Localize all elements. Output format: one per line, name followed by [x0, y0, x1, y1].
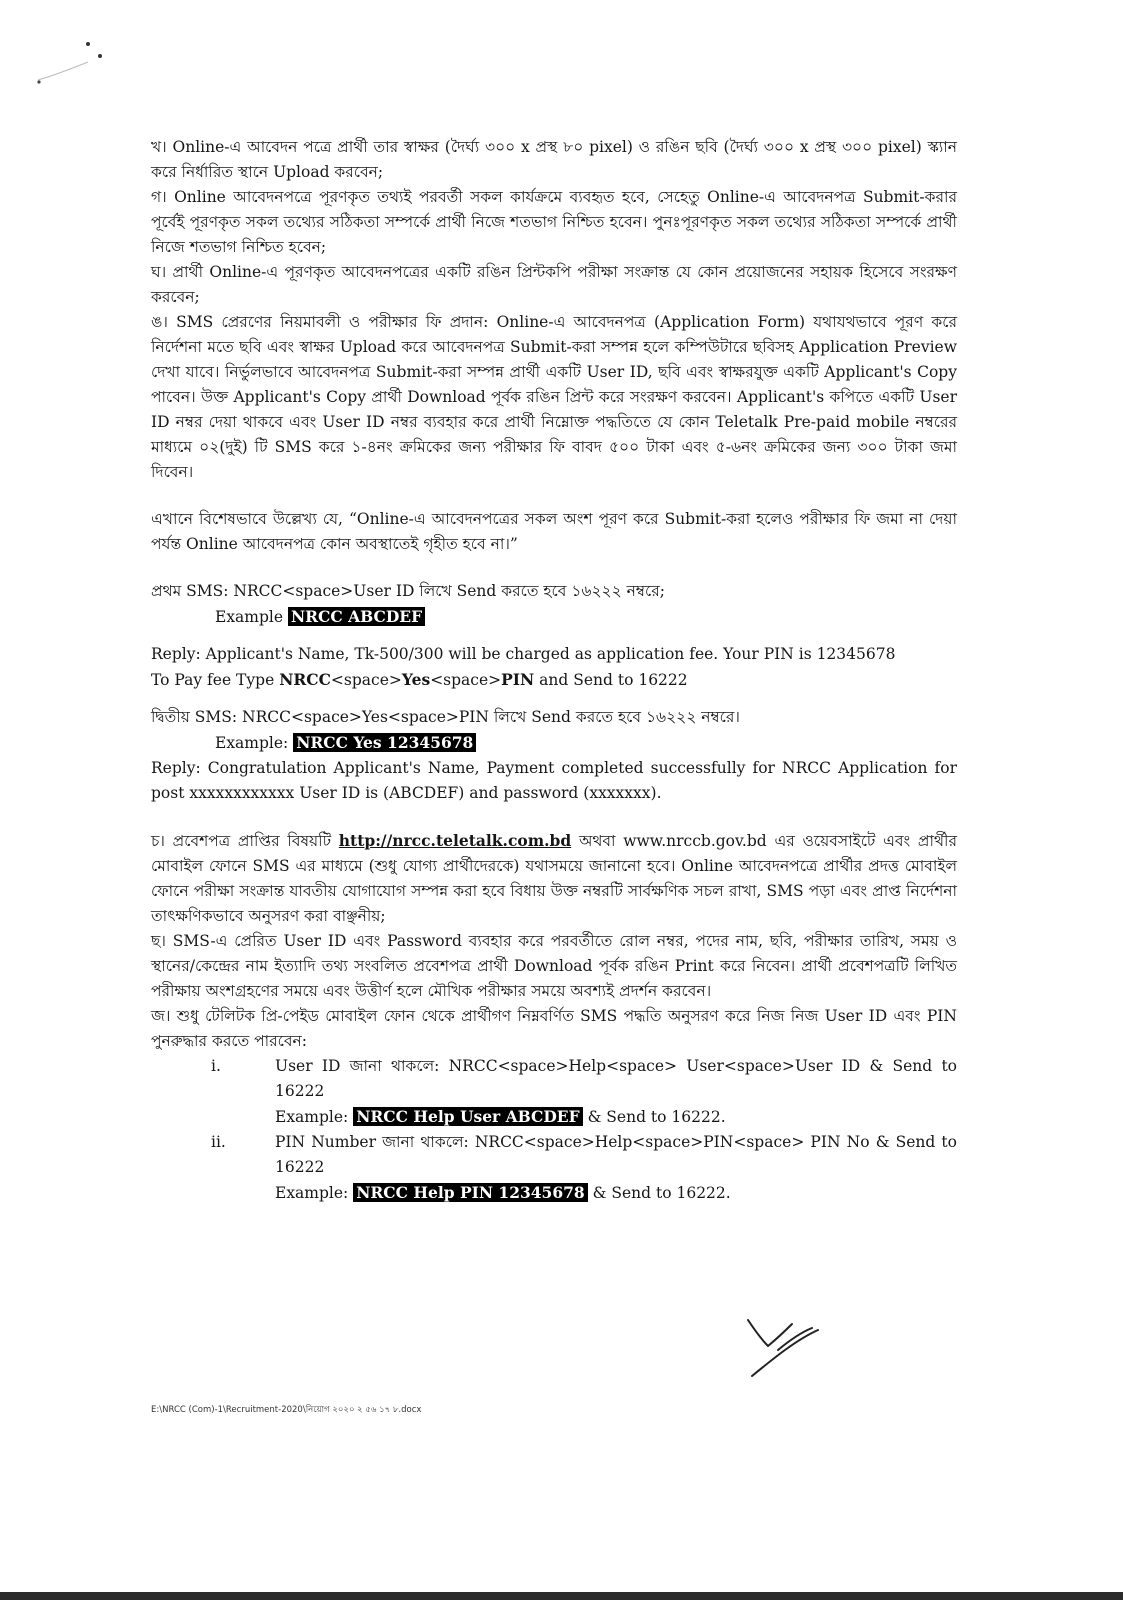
- footer-file-path: E:\NRCC (Com)-1\Recruitment-2020\নিয়োগ ২০২০ ২ ৫৬ ১৭ ৮.docx: [151, 1405, 422, 1415]
- recovery-item-text: User ID জানা থাকলে: NRCC<space>Help<space> User<space>User ID & Send to 16222: [275, 1057, 957, 1100]
- sms1-line: প্রথম SMS: NRCC<space>User ID লিখে Send করতে হবে ১৬২২২ নম্বরে;: [151, 582, 665, 600]
- pay-suffix: and Send to 16222: [534, 671, 688, 689]
- sms1-example-code: NRCC ABCDEF: [288, 607, 425, 626]
- scan-speck-mark: [30, 36, 110, 96]
- teletalk-link[interactable]: http://nrcc.teletalk.com.bd: [338, 831, 572, 850]
- pay-space-2: <space>: [430, 671, 502, 689]
- paragraph-ga: গ। Online আবেদনপত্রে পূরণকৃত তথ্যই পরবর্তী সকল কার্যক্রমে ব্যবহৃত হবে, সেহেতু Online-এ আবেদনপত্র Submit-করার পূর্বেই পূরণকৃত সকল তথ্যের সঠিকতা সম্পর্কে প্রার্থী নিজে শতভাগ নিশ্চিত হবেন। পুনঃপূরণকৃত সকল তথ্যের সঠিকতা সম্পর্কে প্রার্থী নিজে শতভাগ নিশ্চিত হবেন;: [151, 188, 957, 256]
- paragraph-cha: [151, 828, 957, 929]
- sms1-pay-instruction: [151, 667, 957, 693]
- cha-suffix: অথবা www.nrccb.gov.bd এর ওয়েবসাইটে এবং প্রার্থীর মোবাইল ফোনে SMS এর মাধ্যমে (শুধু যোগ্য প্রার্থীদেরকে) যথাসময়ে জানানো হবে। Online আবেদনপত্রে প্রার্থীর প্রদত্ত মোবাইল ফোনে পরীক্ষা সংক্রান্ত যাবতীয় যোগাযোগ সম্পন্ন করা হবে বিধায় উক্ত নম্বরটি সার্বক্ষণিক সচল রাখা, SMS পড়া এবং প্রাপ্ত নির্দেশনা তাৎক্ষণিকভাবে অনুসরণ করা বাঞ্ছনীয়;: [151, 832, 957, 925]
- signature-mark: [738, 1310, 828, 1382]
- pay-prefix: To Pay fee Type: [151, 671, 280, 689]
- recovery-item-pin: [211, 1130, 957, 1206]
- recovery-item-text: PIN Number জানা থাকলে: NRCC<space>Help<space>PIN<space> PIN No & Send to 16222: [275, 1133, 957, 1176]
- recovery-item-number: i.: [211, 1057, 221, 1075]
- recovery-item-user-id: [211, 1054, 957, 1130]
- sms2-line: দ্বিতীয় SMS: NRCC<space>Yes<space>PIN লিখে Send করতে হবে ১৬২২২ নম্বরে।: [151, 708, 740, 726]
- paragraph-note: এখানে বিশেষভাবে উল্লেখ্য যে, “Online-এ আবেদনপত্রের সকল অংশ পূরণ করে Submit-করা হলেও পরীক্ষার ফি জমা না দেয়া পর্যন্ত Online আবেদনপত্র কোন অবস্থাতেই গৃহীত হবে না।”: [151, 510, 957, 553]
- sms1-example-label: Example: [215, 608, 284, 626]
- pay-nrcc: NRCC: [279, 670, 331, 689]
- recovery-example-label: Example:: [275, 1108, 354, 1126]
- cha-prefix: চ। প্রবেশপত্র প্রাপ্তির বিষয়টি: [151, 832, 339, 850]
- recovery-item-example: [275, 1104, 957, 1130]
- scan-edge-bar: [0, 1592, 1123, 1600]
- paragraph-umo: ঙ। SMS প্রেরণের নিয়মাবলী ও পরীক্ষার ফি প্রদান: Online-এ আবেদনপত্র (Application Form) যথাযথভাবে পূরণ করে নির্দেশনা মতে ছবি এবং স্বাক্ষর Upload করে আবেদনপত্র Submit-করা সম্পন্ন হলে কম্পিউটারে ছবিসহ Application Preview দেখা যাবে। নির্ভুলভাবে আবেদনপত্র Submit-করা সম্পন্ন প্রার্থী একটি User ID, ছবি এবং স্বাক্ষরযুক্ত একটি Applicant's Copy পাবেন। উক্ত Applicant's Copy প্রার্থী Download পূর্বক রঙিন প্রিন্ট করে সংরক্ষণ করবেন। Applicant's কপিতে একটি User ID নম্বর দেয়া থাকবে এবং User ID নম্বর ব্যবহার করে প্রার্থী নিম্নোক্ত পদ্ধতিতে যে কোন Teletalk Pre-paid mobile নম্বরের মাধ্যমে ০২(দুই) টি SMS করে ১-৪নং ক্রমিকের জন্য পরীক্ষার ফি বাবদ ৫০০ টাকা এবং ৫-৬নং ক্রমিকের জন্য ৩০০ টাকা জমা দিবেন।: [151, 313, 957, 481]
- pay-yes: Yes: [401, 670, 431, 689]
- recovery-example-suffix: & Send to 16222.: [587, 1184, 731, 1202]
- sms1-reply: Reply: Applicant's Name, Tk-500/300 will be charged as application fee. Your PIN is 12345678: [151, 645, 896, 663]
- sms1-example: [151, 604, 957, 630]
- paragraph-kha: খ। Online-এ আবেদন পত্রে প্রার্থী তার স্বাক্ষর (দৈর্ঘ্য ৩০০ x প্রস্থ ৮০ pixel) ও রঙিন ছবি (দৈর্ঘ্য ৩০০ x প্রস্থ ৩০০ pixel) স্ক্যান করে নির্ধারিত স্থানে Upload করবেন;: [151, 138, 957, 181]
- paragraph-ja: জ। শুধু টেলিটক প্রি-পেইড মোবাইল ফোন থেকে প্রার্থীগণ নিম্নবর্ণিত SMS পদ্ধতি অনুসরণ করে নিজ নিজ User ID এবং PIN পুনরুদ্ধার করতে পারবেন:: [151, 1007, 957, 1050]
- paragraph-chha: ছ। SMS-এ প্রেরিত User ID এবং Password ব্যবহার করে পরবর্তীতে রোল নম্বর, পদের নাম, ছবি, পরীক্ষার তারিখ, সময় ও স্থানের/কেন্দ্রের নাম ইত্যাদি তথ্য সংবলিত প্রবেশপত্র প্রার্থী Download পূর্বক রঙিন Print করে নিবেন। প্রার্থী প্রবেশপত্রটি লিখিত পরীক্ষায় অংশগ্রহণের সময়ে এবং উত্তীর্ণ হলে মৌখিক পরীক্ষার সময়ে অবশ্যই প্রদর্শন করবেন।: [151, 932, 957, 1000]
- sms2-example-label: Example:: [215, 734, 289, 752]
- sms2-example: [151, 730, 957, 756]
- recovery-item-number: ii.: [211, 1133, 226, 1151]
- recovery-item-example: [275, 1180, 957, 1206]
- sms2-reply: Reply: Congratulation Applicant's Name, Payment completed successfully for NRCC Application for post xxxxxxxxxxxx User ID is (ABCDEF) and password (xxxxxxx).: [151, 759, 957, 802]
- recovery-example-label: Example:: [275, 1184, 354, 1202]
- recovery-example-suffix: & Send to 16222.: [582, 1108, 726, 1126]
- pay-space-1: <space>: [330, 671, 402, 689]
- recovery-example-code: NRCC Help User ABCDEF: [353, 1107, 582, 1126]
- document-body: [151, 135, 957, 1206]
- pay-pin: PIN: [501, 670, 535, 689]
- paragraph-gha: ঘ। প্রার্থী Online-এ পূরণকৃত আবেদনপত্রের একটি রঙিন প্রিন্টকপি পরীক্ষা সংক্রান্ত যে কোন প্রয়োজনের সহায়ক হিসেবে সংরক্ষণ করবেন;: [151, 263, 957, 306]
- sms2-example-code: NRCC Yes 12345678: [293, 733, 476, 752]
- recovery-example-code: NRCC Help PIN 12345678: [353, 1183, 588, 1202]
